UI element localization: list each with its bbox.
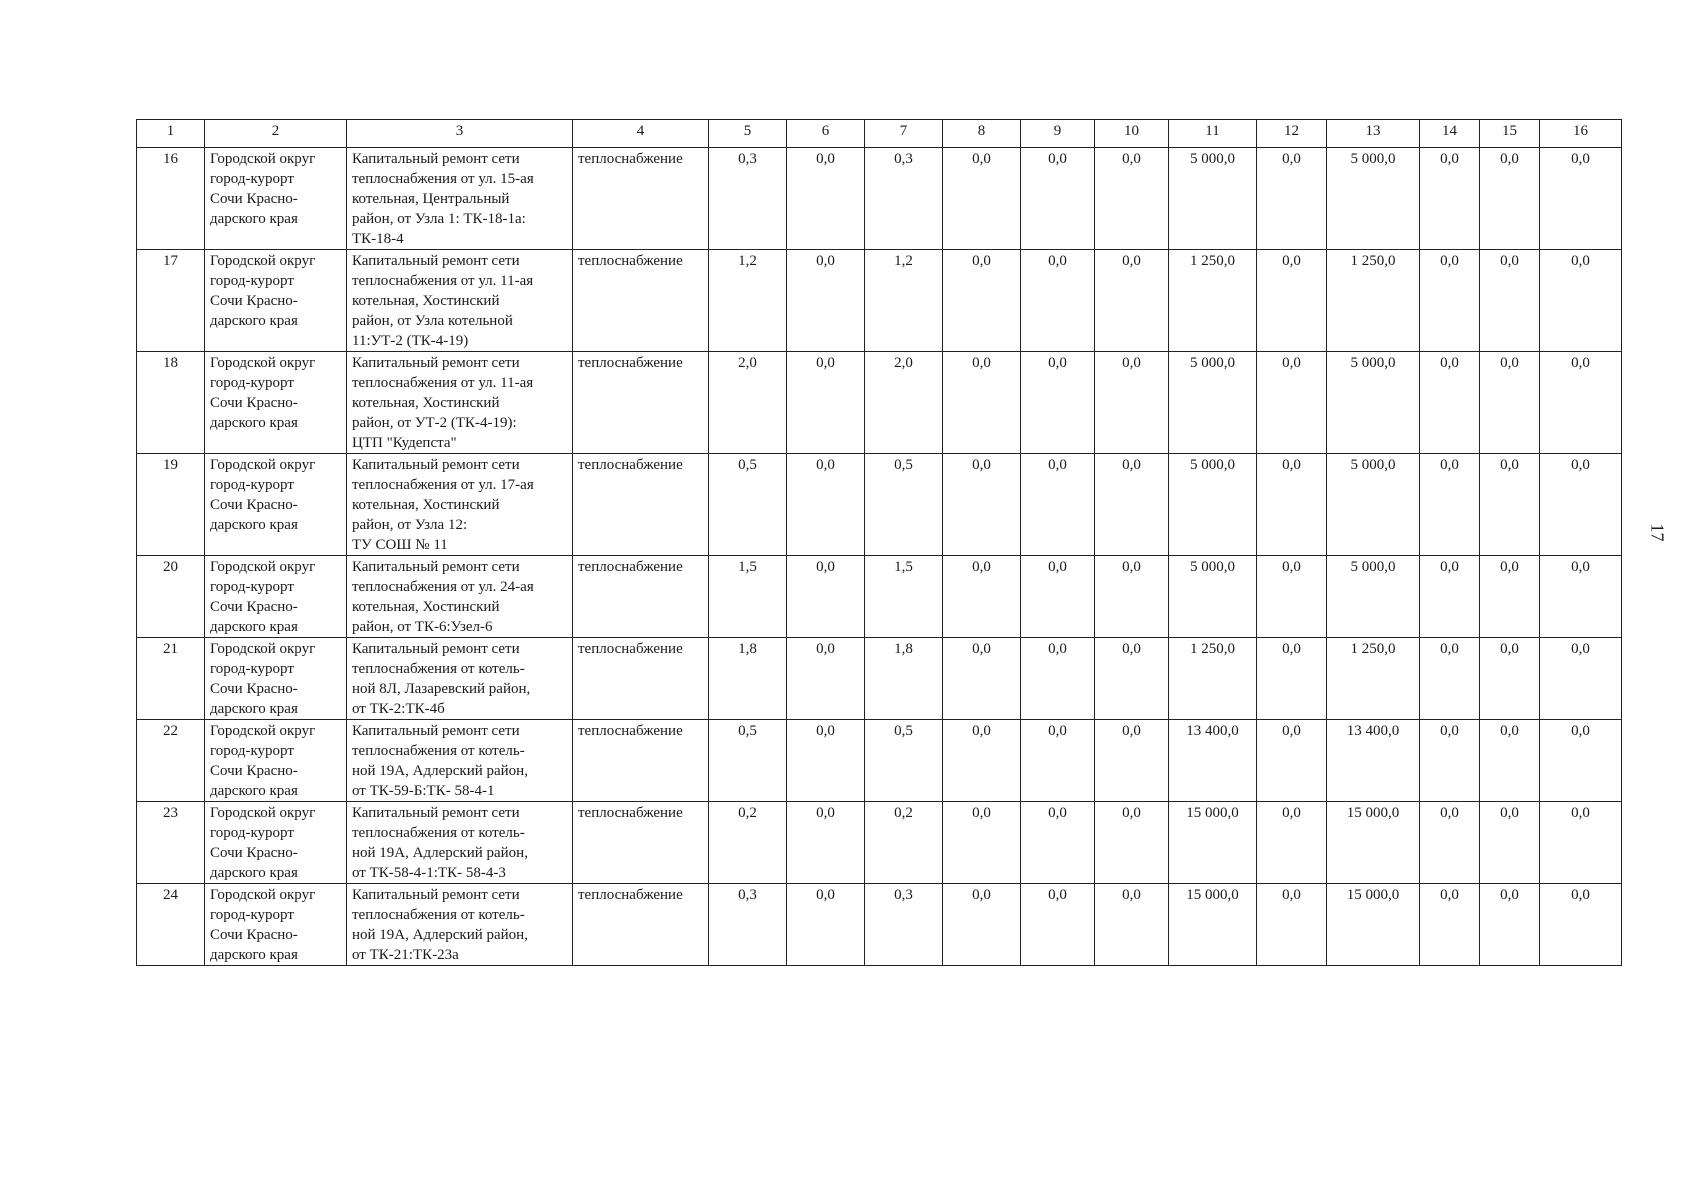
table-cell-col-3: Капитальный ремонт сети теплоснабжения от котель- ной 19А, Адлерский район, от ТК-58-4-1:ТК- 58-4-3 xyxy=(347,802,573,884)
column-header-16: 16 xyxy=(1540,120,1622,148)
table-cell-col-14: 0,0 xyxy=(1420,884,1480,966)
table-cell-col-6: 0,0 xyxy=(787,250,865,352)
table-cell-col-4: теплоснабжение xyxy=(573,802,709,884)
table-cell-col-10: 0,0 xyxy=(1095,802,1169,884)
table-cell-col-7: 2,0 xyxy=(865,352,943,454)
table-cell-col-3: Капитальный ремонт сети теплоснабжения от ул. 11-ая котельная, Хостинский район, от УТ-2 (ТК-4-19): ЦТП "Кудепста" xyxy=(347,352,573,454)
table-cell-col-15: 0,0 xyxy=(1480,720,1540,802)
table-cell-col-3: Капитальный ремонт сети теплоснабжения от ул. 24-ая котельная, Хостинский район, от ТК-6:Узел-6 xyxy=(347,556,573,638)
table-cell-col-10: 0,0 xyxy=(1095,884,1169,966)
table-cell-col-6: 0,0 xyxy=(787,352,865,454)
table-cell-col-16: 0,0 xyxy=(1540,352,1622,454)
table-cell-col-13: 1 250,0 xyxy=(1327,250,1420,352)
table-cell-col-5: 1,5 xyxy=(709,556,787,638)
table-cell-col-15: 0,0 xyxy=(1480,556,1540,638)
table-cell-col-16: 0,0 xyxy=(1540,556,1622,638)
table-cell-col-16: 0,0 xyxy=(1540,250,1622,352)
table-cell-col-16: 0,0 xyxy=(1540,720,1622,802)
column-header-13: 13 xyxy=(1327,120,1420,148)
table-cell-col-14: 0,0 xyxy=(1420,148,1480,250)
table-row xyxy=(137,556,1622,638)
table-cell-col-10: 0,0 xyxy=(1095,556,1169,638)
table-cell-col-16: 0,0 xyxy=(1540,802,1622,884)
table-row xyxy=(137,250,1622,352)
column-header-9: 9 xyxy=(1021,120,1095,148)
column-header-2: 2 xyxy=(205,120,347,148)
table-cell-col-15: 0,0 xyxy=(1480,884,1540,966)
table-cell-col-7: 1,2 xyxy=(865,250,943,352)
table-cell-col-9: 0,0 xyxy=(1021,556,1095,638)
table-cell-col-11: 5 000,0 xyxy=(1169,556,1257,638)
table-cell-col-5: 1,2 xyxy=(709,250,787,352)
column-header-8: 8 xyxy=(943,120,1021,148)
table-cell-col-6: 0,0 xyxy=(787,556,865,638)
column-header-15: 15 xyxy=(1480,120,1540,148)
table-cell-col-12: 0,0 xyxy=(1257,802,1327,884)
table-cell-col-8: 0,0 xyxy=(943,148,1021,250)
table-cell-col-4: теплоснабжение xyxy=(573,884,709,966)
table-cell-col-11: 15 000,0 xyxy=(1169,802,1257,884)
capital-repair-table xyxy=(136,119,1622,966)
table-cell-col-16: 0,0 xyxy=(1540,884,1622,966)
table-cell-col-1: 19 xyxy=(137,454,205,556)
table-cell-col-1: 23 xyxy=(137,802,205,884)
table-cell-col-3: Капитальный ремонт сети теплоснабжения от ул. 15-ая котельная, Центральный район, от Узла 1: ТК-18-1а: ТК-18-4 xyxy=(347,148,573,250)
table-cell-col-10: 0,0 xyxy=(1095,250,1169,352)
table-cell-col-8: 0,0 xyxy=(943,802,1021,884)
table-cell-col-9: 0,0 xyxy=(1021,454,1095,556)
table-cell-col-12: 0,0 xyxy=(1257,556,1327,638)
column-header-10: 10 xyxy=(1095,120,1169,148)
column-header-11: 11 xyxy=(1169,120,1257,148)
table-cell-col-13: 13 400,0 xyxy=(1327,720,1420,802)
table-cell-col-8: 0,0 xyxy=(943,638,1021,720)
table-cell-col-12: 0,0 xyxy=(1257,250,1327,352)
table-cell-col-2: Городской округ город-курорт Сочи Красно- дарского края xyxy=(205,720,347,802)
column-header-3: 3 xyxy=(347,120,573,148)
table-cell-col-11: 5 000,0 xyxy=(1169,454,1257,556)
column-header-14: 14 xyxy=(1420,120,1480,148)
table-cell-col-10: 0,0 xyxy=(1095,720,1169,802)
table-cell-col-3: Капитальный ремонт сети теплоснабжения от ул. 11-ая котельная, Хостинский район, от Узла котельной 11:УТ-2 (ТК-4-19) xyxy=(347,250,573,352)
table-cell-col-12: 0,0 xyxy=(1257,352,1327,454)
table-cell-col-9: 0,0 xyxy=(1021,802,1095,884)
table-cell-col-2: Городской округ город-курорт Сочи Красно- дарского края xyxy=(205,638,347,720)
table-row xyxy=(137,352,1622,454)
table-cell-col-1: 16 xyxy=(137,148,205,250)
table-cell-col-4: теплоснабжение xyxy=(573,638,709,720)
table-cell-col-1: 21 xyxy=(137,638,205,720)
table-cell-col-8: 0,0 xyxy=(943,556,1021,638)
table-cell-col-8: 0,0 xyxy=(943,720,1021,802)
table-cell-col-3: Капитальный ремонт сети теплоснабжения от ул. 17-ая котельная, Хостинский район, от Узла 12: ТУ СОШ № 11 xyxy=(347,454,573,556)
table-cell-col-10: 0,0 xyxy=(1095,148,1169,250)
table-cell-col-13: 15 000,0 xyxy=(1327,802,1420,884)
table-cell-col-9: 0,0 xyxy=(1021,884,1095,966)
table-cell-col-12: 0,0 xyxy=(1257,720,1327,802)
table-cell-col-5: 1,8 xyxy=(709,638,787,720)
table-cell-col-6: 0,0 xyxy=(787,638,865,720)
table-cell-col-4: теплоснабжение xyxy=(573,352,709,454)
table-cell-col-6: 0,0 xyxy=(787,884,865,966)
table-cell-col-9: 0,0 xyxy=(1021,148,1095,250)
table-cell-col-16: 0,0 xyxy=(1540,638,1622,720)
table-cell-col-12: 0,0 xyxy=(1257,454,1327,556)
table-cell-col-8: 0,0 xyxy=(943,352,1021,454)
table-cell-col-2: Городской округ город-курорт Сочи Красно- дарского края xyxy=(205,802,347,884)
table-cell-col-8: 0,0 xyxy=(943,454,1021,556)
table-cell-col-9: 0,0 xyxy=(1021,638,1095,720)
table-row xyxy=(137,884,1622,966)
table-cell-col-13: 15 000,0 xyxy=(1327,884,1420,966)
table-cell-col-13: 5 000,0 xyxy=(1327,454,1420,556)
column-number-row xyxy=(137,120,1622,148)
table-cell-col-7: 0,5 xyxy=(865,454,943,556)
table-cell-col-7: 1,8 xyxy=(865,638,943,720)
column-header-12: 12 xyxy=(1257,120,1327,148)
table-cell-col-11: 5 000,0 xyxy=(1169,148,1257,250)
table-cell-col-1: 18 xyxy=(137,352,205,454)
table-cell-col-7: 0,3 xyxy=(865,884,943,966)
table-cell-col-12: 0,0 xyxy=(1257,884,1327,966)
table-cell-col-14: 0,0 xyxy=(1420,250,1480,352)
table-cell-col-9: 0,0 xyxy=(1021,250,1095,352)
table-cell-col-4: теплоснабжение xyxy=(573,720,709,802)
table-cell-col-5: 2,0 xyxy=(709,352,787,454)
table-cell-col-6: 0,0 xyxy=(787,720,865,802)
table-cell-col-7: 0,3 xyxy=(865,148,943,250)
table-cell-col-1: 24 xyxy=(137,884,205,966)
table-cell-col-16: 0,0 xyxy=(1540,148,1622,250)
column-header-1: 1 xyxy=(137,120,205,148)
table-cell-col-11: 1 250,0 xyxy=(1169,638,1257,720)
table-cell-col-1: 22 xyxy=(137,720,205,802)
table-cell-col-5: 0,3 xyxy=(709,884,787,966)
table-cell-col-11: 5 000,0 xyxy=(1169,352,1257,454)
table-cell-col-2: Городской округ город-курорт Сочи Красно- дарского края xyxy=(205,454,347,556)
table-cell-col-12: 0,0 xyxy=(1257,148,1327,250)
table-cell-col-5: 0,3 xyxy=(709,148,787,250)
table-cell-col-10: 0,0 xyxy=(1095,638,1169,720)
table-cell-col-4: теплоснабжение xyxy=(573,454,709,556)
table-cell-col-7: 1,5 xyxy=(865,556,943,638)
table-row xyxy=(137,802,1622,884)
table-cell-col-15: 0,0 xyxy=(1480,148,1540,250)
table-cell-col-14: 0,0 xyxy=(1420,352,1480,454)
table-cell-col-13: 1 250,0 xyxy=(1327,638,1420,720)
table-cell-col-13: 5 000,0 xyxy=(1327,352,1420,454)
table-cell-col-5: 0,2 xyxy=(709,802,787,884)
table-cell-col-2: Городской округ город-курорт Сочи Красно- дарского края xyxy=(205,352,347,454)
table-cell-col-14: 0,0 xyxy=(1420,638,1480,720)
table-cell-col-14: 0,0 xyxy=(1420,802,1480,884)
table-cell-col-4: теплоснабжение xyxy=(573,250,709,352)
table-cell-col-2: Городской округ город-курорт Сочи Красно- дарского края xyxy=(205,556,347,638)
table-row xyxy=(137,638,1622,720)
table-cell-col-7: 0,5 xyxy=(865,720,943,802)
table-cell-col-10: 0,0 xyxy=(1095,352,1169,454)
table-row xyxy=(137,720,1622,802)
table-cell-col-2: Городской округ город-курорт Сочи Красно- дарского края xyxy=(205,148,347,250)
table-cell-col-6: 0,0 xyxy=(787,802,865,884)
table-row xyxy=(137,148,1622,250)
table-cell-col-5: 0,5 xyxy=(709,720,787,802)
table-cell-col-13: 5 000,0 xyxy=(1327,556,1420,638)
table-cell-col-14: 0,0 xyxy=(1420,454,1480,556)
table-cell-col-3: Капитальный ремонт сети теплоснабжения от котель- ной 19А, Адлерский район, от ТК-59-Б:ТК- 58-4-1 xyxy=(347,720,573,802)
table-cell-col-2: Городской округ город-курорт Сочи Красно- дарского края xyxy=(205,250,347,352)
table-cell-col-9: 0,0 xyxy=(1021,720,1095,802)
table-cell-col-7: 0,2 xyxy=(865,802,943,884)
column-header-7: 7 xyxy=(865,120,943,148)
table-cell-col-10: 0,0 xyxy=(1095,454,1169,556)
column-header-4: 4 xyxy=(573,120,709,148)
table-cell-col-1: 20 xyxy=(137,556,205,638)
table-cell-col-2: Городской округ город-курорт Сочи Красно- дарского края xyxy=(205,884,347,966)
table-cell-col-4: теплоснабжение xyxy=(573,556,709,638)
table-cell-col-15: 0,0 xyxy=(1480,802,1540,884)
table-cell-col-6: 0,0 xyxy=(787,454,865,556)
table-cell-col-15: 0,0 xyxy=(1480,454,1540,556)
table-cell-col-16: 0,0 xyxy=(1540,454,1622,556)
table-cell-col-8: 0,0 xyxy=(943,884,1021,966)
table-cell-col-9: 0,0 xyxy=(1021,352,1095,454)
table-cell-col-12: 0,0 xyxy=(1257,638,1327,720)
table-body xyxy=(137,148,1622,966)
table-cell-col-15: 0,0 xyxy=(1480,352,1540,454)
page-number: 17 xyxy=(1647,523,1668,542)
table-cell-col-3: Капитальный ремонт сети теплоснабжения от котель- ной 19А, Адлерский район, от ТК-21:ТК-23а xyxy=(347,884,573,966)
table-cell-col-5: 0,5 xyxy=(709,454,787,556)
table-cell-col-14: 0,0 xyxy=(1420,720,1480,802)
table-cell-col-3: Капитальный ремонт сети теплоснабжения от котель- ной 8Л, Лазаревский район, от ТК-2:ТК-4б xyxy=(347,638,573,720)
table-cell-col-15: 0,0 xyxy=(1480,638,1540,720)
table-cell-col-1: 17 xyxy=(137,250,205,352)
column-header-6: 6 xyxy=(787,120,865,148)
table-row xyxy=(137,454,1622,556)
table-cell-col-4: теплоснабжение xyxy=(573,148,709,250)
column-header-5: 5 xyxy=(709,120,787,148)
table-cell-col-11: 15 000,0 xyxy=(1169,884,1257,966)
table-cell-col-11: 1 250,0 xyxy=(1169,250,1257,352)
table-cell-col-14: 0,0 xyxy=(1420,556,1480,638)
table-cell-col-13: 5 000,0 xyxy=(1327,148,1420,250)
table-cell-col-15: 0,0 xyxy=(1480,250,1540,352)
table-cell-col-11: 13 400,0 xyxy=(1169,720,1257,802)
table-cell-col-6: 0,0 xyxy=(787,148,865,250)
table-cell-col-8: 0,0 xyxy=(943,250,1021,352)
